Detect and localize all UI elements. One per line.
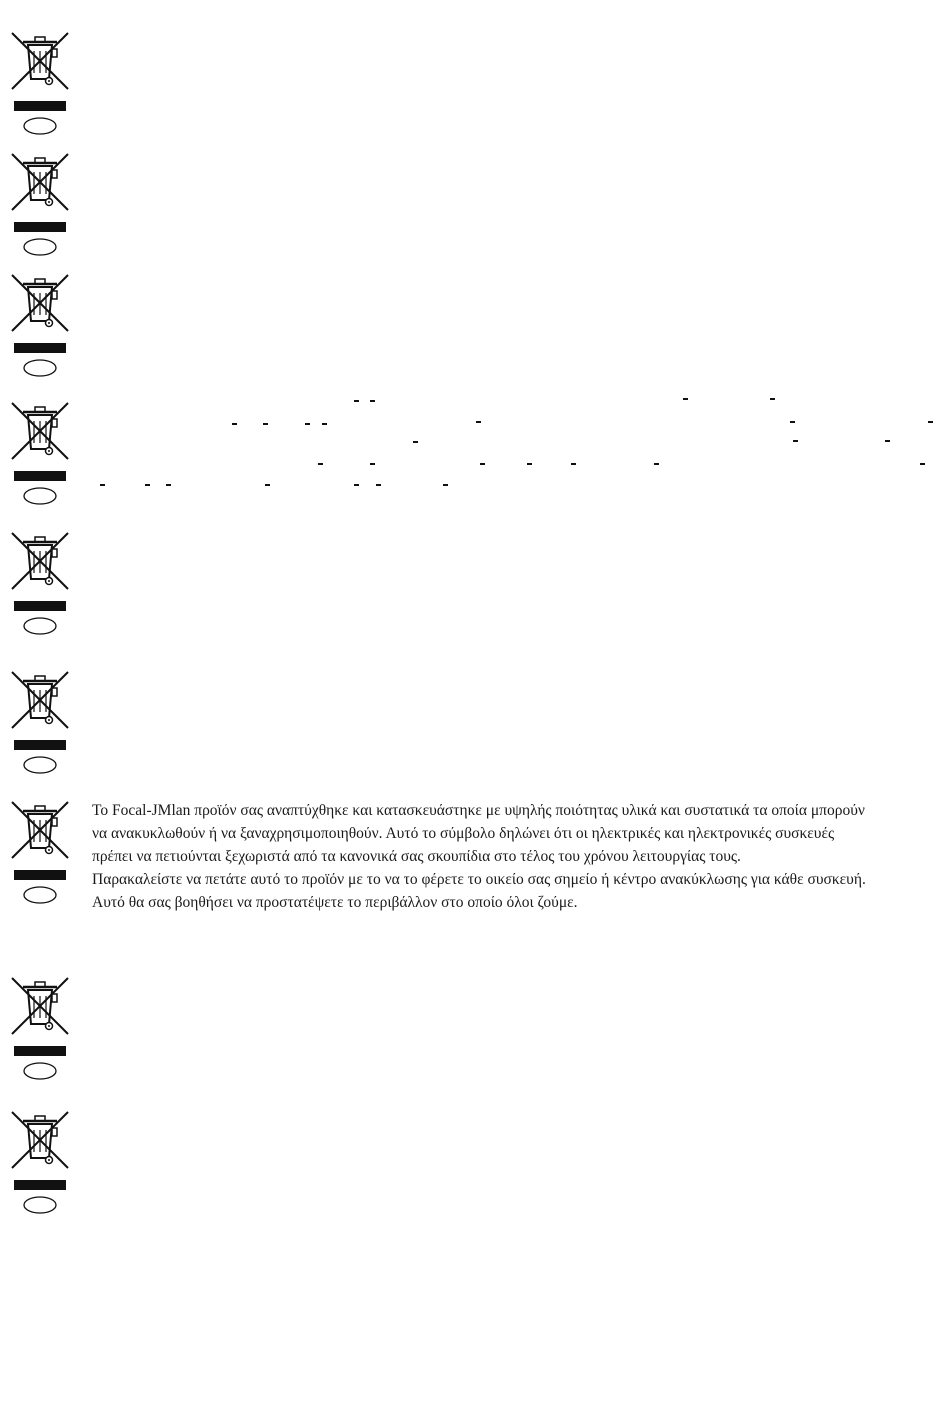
weee-symbol-6	[8, 670, 72, 776]
greek-recycling-notice	[92, 799, 872, 914]
crossed-out-wheelie-bin-icon	[8, 401, 72, 507]
notice-paragraph-2: Παρακαλείστε να πετάτε αυτό το προϊόν με το να το φέρετε το οικείο σας σημείο ή κέντρο ανακύκλωσης για κάθε συσκευή. Αυτό θα σας βοηθήσει να προστατέψετε το περιβάλλον στο οποίο όλοι ζούμε.	[92, 871, 866, 911]
crossed-out-wheelie-bin-icon	[8, 31, 72, 137]
crossed-out-wheelie-bin-icon	[8, 531, 72, 637]
notice-paragraph-1: Το Focal-JMlan προϊόν σας αναπτύχθηκε και κατασκευάστηκε με υψηλής ποιότητας υλικά και συστατικά τα οποία μπορούν να ανακυκλωθούν ή να ξαναχρησιμοποιηθούν. Αυτό το σύμβολο δηλώνει ότι οι ηλεκτρικές και ηλεκτρονικές συσκευές πρέπει να πετιούνται ξεχωριστά από τα κανονικά σας σκουπίδια στο τέλος του χρόνου λειτουργίας τους.	[92, 802, 865, 865]
crossed-out-wheelie-bin-icon	[8, 273, 72, 379]
weee-symbol-1	[8, 31, 72, 137]
weee-symbol-9	[8, 1110, 72, 1216]
crossed-out-wheelie-bin-icon	[8, 976, 72, 1082]
crossed-out-wheelie-bin-icon	[8, 800, 72, 906]
weee-symbol-5	[8, 531, 72, 637]
weee-symbol-7	[8, 800, 72, 906]
weee-symbol-4	[8, 401, 72, 507]
crossed-out-wheelie-bin-icon	[8, 1110, 72, 1216]
weee-symbol-2	[8, 152, 72, 258]
weee-symbol-3	[8, 273, 72, 379]
crossed-out-wheelie-bin-icon	[8, 152, 72, 258]
weee-symbol-8	[8, 976, 72, 1082]
crossed-out-wheelie-bin-icon	[8, 670, 72, 776]
